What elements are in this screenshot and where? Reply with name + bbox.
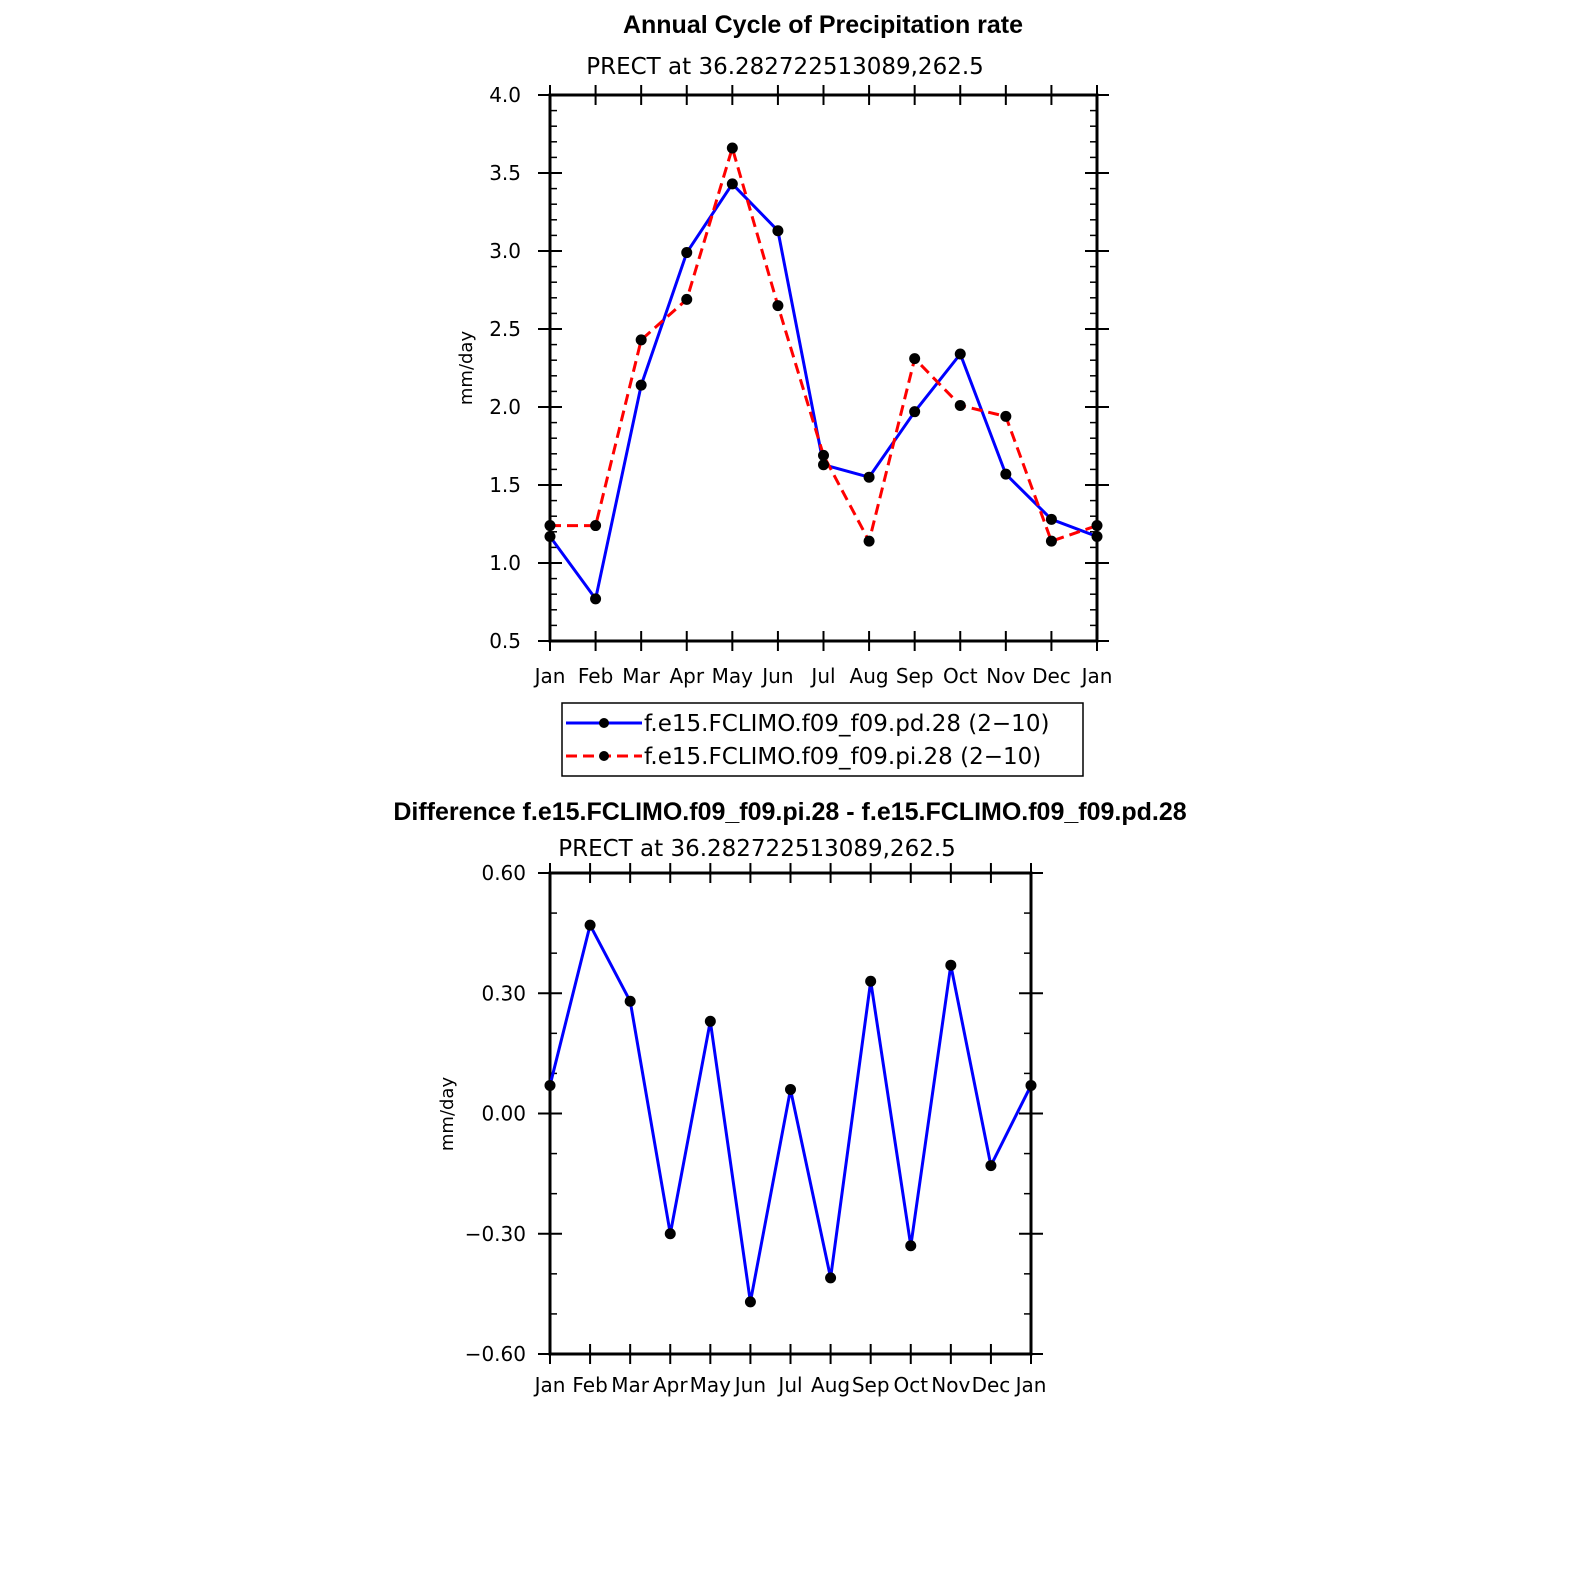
data-point-series-0 [1026,1080,1037,1091]
y-tick-label: 3.0 [489,239,521,263]
data-point-series-0 [545,1080,556,1091]
data-point-series-1 [818,450,829,461]
y-tick-label: 1.0 [489,551,521,575]
y-tick-label: 4.0 [489,83,521,107]
y-tick-label: 1.5 [489,473,521,497]
x-tick-label: Jun [734,1373,767,1397]
data-point-series-1 [864,536,875,547]
data-point-series-1 [681,294,692,305]
chart-title: Difference f.e15.FCLIMO.f09_f09.pi.28 - f.e15.FCLIMO.f09_f09.pd.28 [393,798,1187,826]
x-tick-label: Jul [811,664,836,688]
data-point-series-1 [1000,411,1011,422]
data-point-series-0 [905,1240,916,1251]
data-point-series-1 [590,520,601,531]
y-tick-label: 0.30 [481,981,526,1006]
series-line-0 [550,184,1097,599]
x-tick-label: Apr [669,664,705,688]
y-tick-label: −0.30 [464,1221,526,1246]
x-tick-label: Feb [572,1373,608,1397]
data-point-series-1 [727,143,738,154]
y-tick-label: 0.00 [481,1101,526,1126]
x-tick-label: Dec [971,1373,1011,1397]
y-axis-label: mm/day [437,1076,458,1152]
x-tick-label: May [711,664,754,688]
data-point-series-0 [785,1084,796,1095]
data-point-series-0 [825,1272,836,1283]
axes [465,861,1047,1397]
legend [562,703,1083,776]
data-point-series-0 [681,247,692,258]
data-point-series-0 [545,531,556,542]
chart-subtitle: PRECT at 36.282722513089,262.5 [586,54,984,80]
plot-frame [550,95,1097,641]
plot-frame [550,873,1031,1354]
x-tick-label: Mar [622,664,661,688]
legend-label-pi: f.e15.FCLIMO.f09_f09.pi.28 (2−10) [644,744,1042,770]
y-axis-label: mm/day [456,330,477,406]
chart-title: Annual Cycle of Precipitation rate [622,11,1024,39]
legend-marker-pd [599,718,609,728]
precip-annual-cycle-panel [456,11,1112,776]
y-tick-label: 0.5 [489,629,521,653]
data-point-series-1 [772,300,783,311]
legend-marker-pi [599,751,609,761]
x-tick-label: Nov [986,664,1026,688]
data-point-series-0 [1092,531,1103,542]
data-point-series-0 [985,1160,996,1171]
data-point-series-0 [745,1296,756,1307]
data-point-series-0 [1046,514,1057,525]
x-tick-label: Mar [611,1373,650,1397]
x-tick-label: Feb [577,664,614,688]
x-tick-label: Jan [534,1373,566,1397]
data-point-series-0 [1000,469,1011,480]
legend-label-pd: f.e15.FCLIMO.f09_f09.pd.28 (2−10) [644,711,1050,737]
data-point-series-0 [727,178,738,189]
x-tick-label: Aug [849,664,889,688]
data-point-series-1 [1046,536,1057,547]
x-tick-label: Jan [1015,1373,1047,1397]
x-tick-label: Oct [942,664,978,688]
x-tick-label: Jan [1081,664,1113,688]
x-tick-label: Nov [931,1373,971,1397]
data-point-series-0 [636,380,647,391]
data-point-series-0 [945,960,956,971]
x-tick-label: Sep [851,1373,890,1397]
y-tick-label: 3.5 [489,161,521,185]
data-point-series-0 [625,996,636,1007]
precip-difference-panel [393,798,1186,1397]
data-point-series-1 [1092,520,1103,531]
x-tick-label: Sep [895,664,934,688]
y-tick-label: 2.0 [489,395,521,419]
x-tick-label: Jul [778,1373,803,1397]
data-point-series-1 [636,334,647,345]
data-point-series-0 [818,459,829,470]
data-point-series-0 [864,472,875,483]
x-tick-label: Jan [534,664,566,688]
x-tick-label: Apr [652,1373,688,1397]
series-line-0 [550,925,1031,1302]
y-tick-label: −0.60 [464,1342,526,1366]
data-point-series-0 [909,406,920,417]
x-tick-label: Dec [1032,664,1071,688]
data-point-series-1 [955,400,966,411]
x-tick-label: Aug [811,1373,851,1397]
data-point-series-0 [590,593,601,604]
data-point-series-0 [585,920,596,931]
x-tick-label: May [689,1373,732,1397]
data-point-series-1 [545,520,556,531]
y-tick-label: 2.5 [489,317,521,341]
data-point-series-0 [955,348,966,359]
y-tick-label: 0.60 [481,861,526,885]
chart-subtitle: PRECT at 36.282722513089,262.5 [558,836,956,862]
data-point-series-0 [665,1228,676,1239]
data-point-series-0 [772,225,783,236]
data-point-series-0 [705,1016,716,1027]
data-point-series-0 [865,976,876,987]
x-tick-label: Jun [762,664,794,688]
x-tick-label: Oct [893,1373,929,1397]
data-point-series-1 [909,353,920,364]
